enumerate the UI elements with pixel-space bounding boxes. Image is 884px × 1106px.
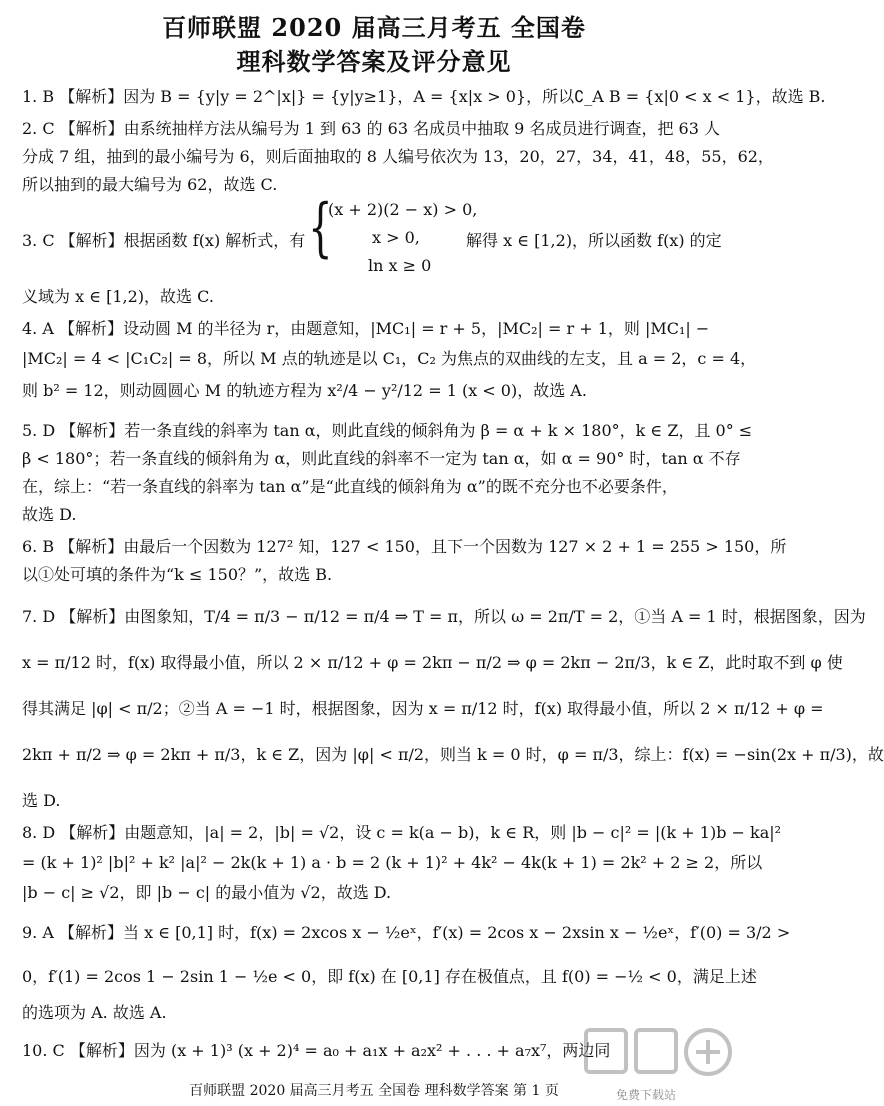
answer-3-result: 解得 x ∈ [1,2)，所以函数 f(x) 的定 [466, 231, 722, 250]
answer-4-line-1: 4. A 【解析】设动圆 M 的半径为 r，由题意知，|MC₁| = r + 5，|MC₂| = r + 1，则 |MC₁| − [22, 319, 710, 338]
answer-9-line-1: 9. A 【解析】当 x ∈ [0,1] 时，f(x) = 2xcos x − ½eˣ，f′(x) = 2cos x − 2xsin x − ½eˣ，f′(0) = 3/2 > [22, 923, 791, 942]
answer-10-line-1: 10. C 【解析】因为 (x + 1)³ (x + 2)⁴ = a₀ + a₁x + a₂x² + . . . + a₇x⁷，两边同 [22, 1041, 611, 1060]
page-footer: 百师联盟 2020 届高三月考五 全国卷 理科数学答案 第 1 页 [189, 1083, 559, 1099]
answer-3-line-2: 义域为 x ∈ [1,2)，故选 C. [22, 287, 214, 306]
answer-7-line-4: 2kπ + π/2 ⇒ φ = 2kπ + π/3，k ∈ Z，因为 |φ| < π/2，则当 k = 0 时，φ = π/3，综上：f(x) = −sin(2x + π/3)，故 [22, 745, 884, 764]
answer-5-line-2: β < 180°；若一条直线的倾斜角为 α，则此直线的斜率不一定为 tan α，如 α = 90° 时，tan α 不存 [22, 449, 741, 468]
answer-6-line-1: 6. B 【解析】由最后一个因数为 127² 知，127 < 150，且下一个因数为 127 × 2 + 1 = 255 > 150，所 [22, 537, 787, 556]
system-brace: { [308, 191, 333, 265]
answer-1: 1. B 【解析】因为 B = {y|y = 2^|x|} = {y|y≥1}，A = {x|x > 0}，所以∁_A B = {x|0 < x < 1}，故选 B. [22, 87, 826, 106]
answer-3-prefix: 3. C 【解析】根据函数 f(x) 解析式，有 [22, 231, 306, 250]
answer-5-line-4: 故选 D. [22, 505, 77, 524]
answer-5-line-1: 5. D 【解析】若一条直线的斜率为 tan α，则此直线的倾斜角为 β = α + k × 180°，k ∈ Z，且 0° ≤ [22, 421, 753, 440]
answer-9-line-3: 的选项为 A. 故选 A. [22, 1003, 167, 1022]
answer-3-condition-3: ln x ≥ 0 [368, 256, 432, 275]
answer-8-line-2: = (k + 1)² |b|² + k² |a|² − 2k(k + 1) a · b = 2 (k + 1)² + 4k² − 4k(k + 1) = 2k² + 2 ≥ 2，所以 [22, 853, 763, 872]
answer-2-line-1: 2. C 【解析】由系统抽样方法从编号为 1 到 63 的 63 名成员中抽取 9 名成员进行调查，把 63 人 [22, 119, 720, 138]
answer-5-line-3: 在，综上：“若一条直线的斜率为 tan α”是“此直线的倾斜角为 α”的既不充分也不必要条件， [22, 477, 678, 496]
answer-4-line-3: 则 b² = 12，则动圆圆心 M 的轨迹方程为 x²/4 − y²/12 = 1 (x < 0)，故选 A. [22, 381, 587, 400]
answer-3-condition-1: (x + 2)(2 − x) > 0, [328, 200, 478, 219]
answer-7-line-2: x = π/12 时，f(x) 取得最小值，所以 2 × π/12 + φ = 2kπ − π/2 ⇒ φ = 2kπ − 2π/3，k ∈ Z，此时取不到 φ 使 [22, 653, 843, 672]
answer-8-line-1: 8. D 【解析】由题意知，|a| = 2，|b| = √2，设 c = k(a − b)，k ∈ R，则 |b − c|² = |(k + 1)b − ka|² [22, 823, 782, 842]
answer-7-line-1: 7. D 【解析】由图象知，T/4 = π/3 − π/12 = π/4 ⇒ T = π，所以 ω = 2π/T = 2，①当 A = 1 时，根据图象，因为 [22, 607, 866, 626]
answer-9-line-2: 0，f′(1) = 2cos 1 − 2sin 1 − ½e < 0，即 f(x) 在 [0,1] 存在极值点，且 f(0) = −½ < 0，满足上述 [22, 967, 757, 986]
answer-8-line-3: |b − c| ≥ √2，即 |b − c| 的最小值为 √2，故选 D. [22, 883, 392, 902]
answer-6-line-2: 以①处可填的条件为“k ≤ 150？”，故选 B. [22, 565, 333, 584]
answer-7-line-3: 得其满足 |φ| < π/2；②当 A = −1 时，根据图象，因为 x = π/12 时，f(x) 取得最小值，所以 2 × π/12 + φ = [22, 699, 824, 718]
watermark-text: 免费下载站 [616, 1088, 677, 1102]
answer-3-condition-2: x > 0, [372, 228, 420, 247]
page-subtitle: 理科数学答案及评分意见 [236, 47, 512, 76]
page-title: 百师联盟 2020 届高三月考五 全国卷 [162, 13, 586, 42]
answer-7-line-5: 选 D. [22, 791, 61, 810]
answer-4-line-2: |MC₂| = 4 < |C₁C₂| = 8，所以 M 点的轨迹是以 C₁，C₂ 为焦点的双曲线的左支，且 a = 2，c = 4， [22, 349, 757, 368]
answer-2-line-3: 所以抽到的最大编号为 62，故选 C. [22, 175, 278, 194]
answer-2-line-2: 分成 7 组，抽到的最小编号为 6，则后面抽取的 8 人编号依次为 13，20，27，34，41，48，55，62， [22, 147, 774, 166]
